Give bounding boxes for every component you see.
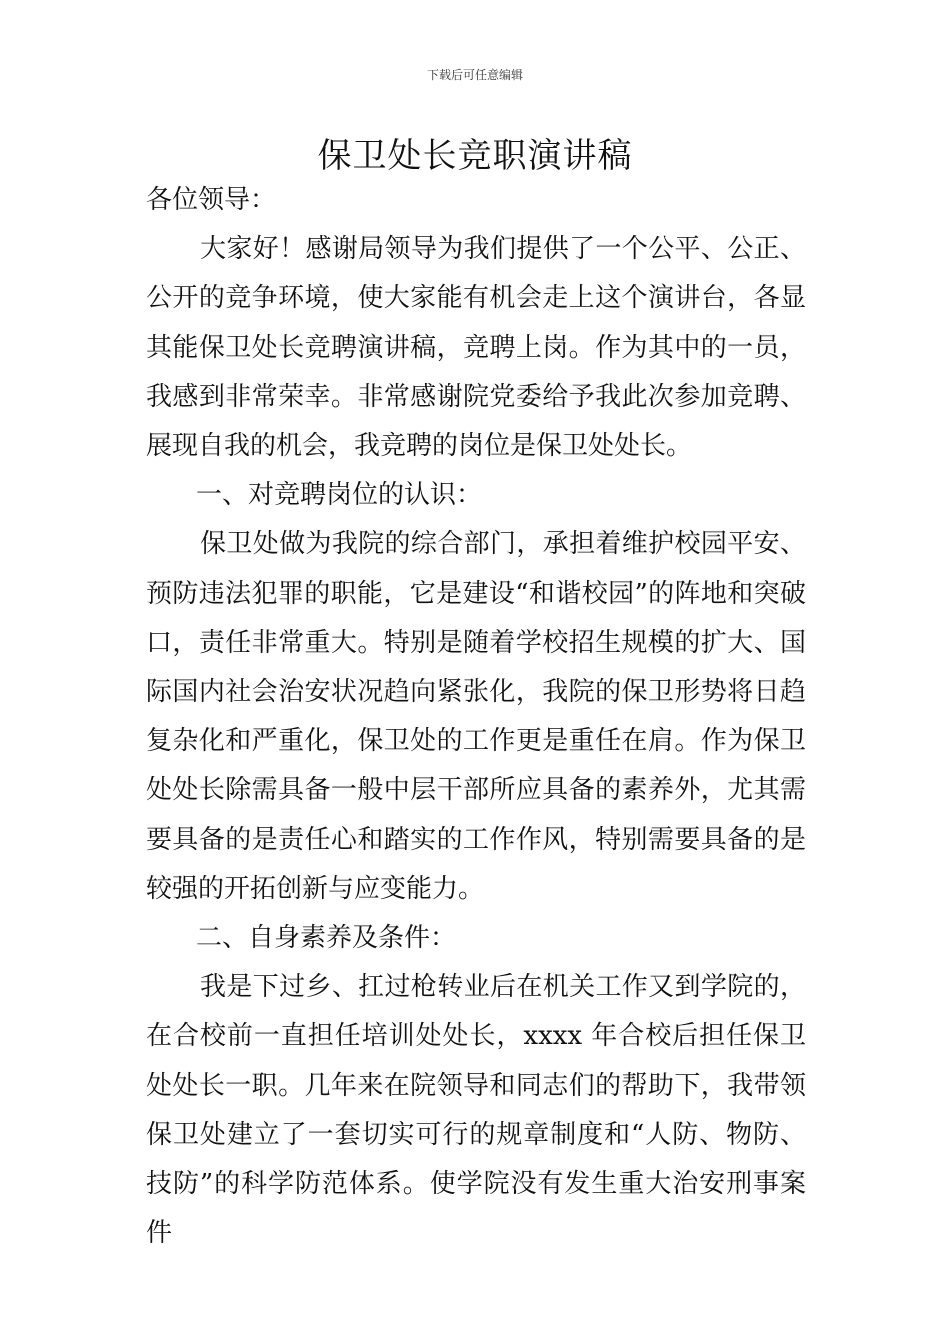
- page-title: 保卫处长竞职演讲稿: [317, 136, 633, 176]
- section-heading-2: 二、自身素养及条件：: [196, 923, 457, 954]
- header-note: 下载后可任意编辑: [426, 68, 523, 82]
- paragraph-background: 我是下过乡、扛过枪转业后在机关工作又到学院的，在合校前一直担任培训处处长，xxxx 年合校后担任保卫处处长一职。几年来在院领导和同志们的帮助下，我带领保卫处建立了一套切实可行的规章制度和“人防、物防、技防”的科学防范体系。使学院没有发生重大治安刑事案件: [146, 972, 806, 1249]
- section-heading-1: 一、对竞聘岗位的认识：: [196, 480, 483, 511]
- paragraph-position: 保卫处做为我院的综合部门，承担着维护校园平安、预防违法犯罪的职能，它是建设“和谐校园”的阵地和突破口，责任非常重大。特别是随着学校招生规模的扩大、国际国内社会治安状况趋向紧张化，我院的保卫形势将日趋复杂化和严重化，保卫处的工作更是重任在肩。作为保卫处处长除需具备一般中层干部所应具备的素养外，尤其需要具备的是责任心和踏实的工作作风，特别需要具备的是较强的开拓创新与应变能力。: [146, 529, 806, 904]
- document-body: [146, 176, 806, 1258]
- salutation: 各位领导：: [146, 185, 277, 215]
- paragraph-greeting: 大家好！感谢局领导为我们提供了一个公平、公正、公开的竞争环境，使大家能有机会走上这个演讲台，各显其能保卫处长竞聘演讲稿，竞聘上岗。作为其中的一员，我感到非常荣幸。非常感谢院党委给予我此次参加竞聘、展现自我的机会，我竞聘的岗位是保卫处处长。: [146, 234, 806, 462]
